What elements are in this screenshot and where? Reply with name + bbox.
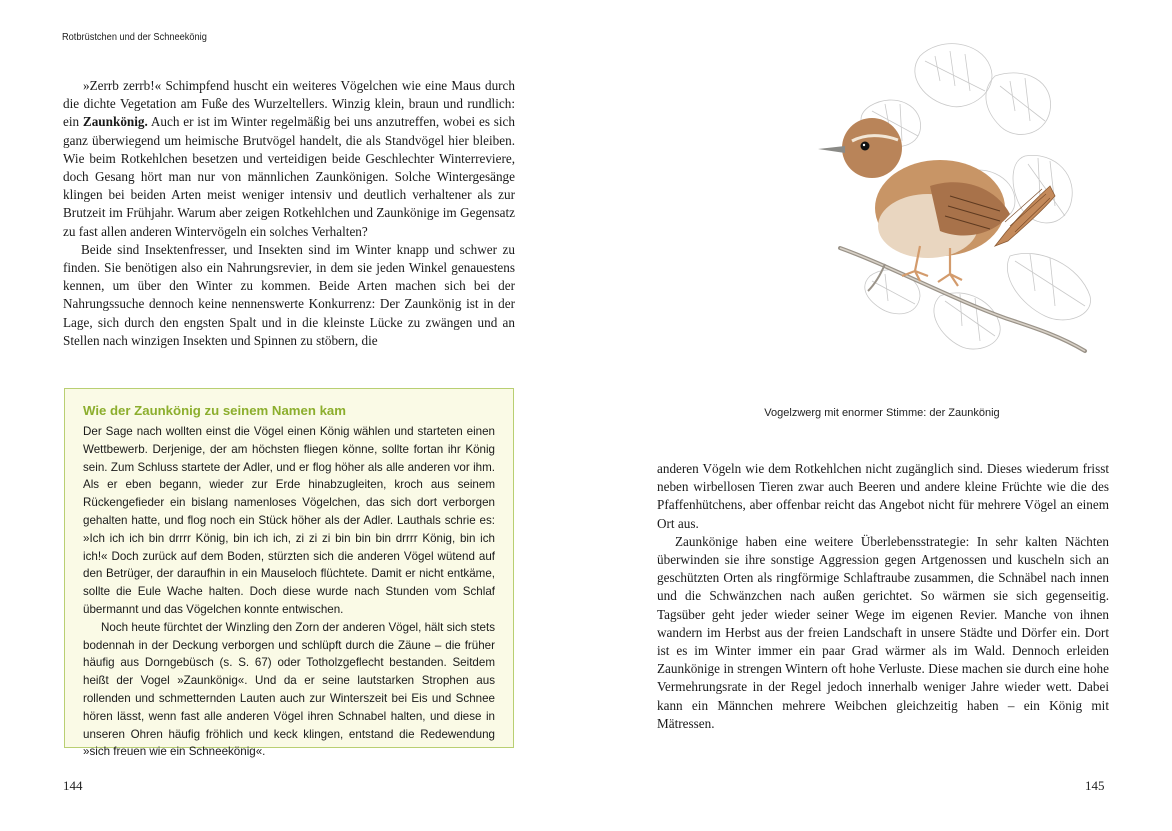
page-number-right: 145 — [1085, 778, 1105, 793]
running-head: Rotbrüstchen und der Schneekönig — [62, 31, 207, 43]
left-paragraph-1-rest: Auch er ist im Winter regelmäßig bei uns anzutreffen, wobei es sich ganz überwiegend um heimische Brutvögel handelt, die als Standvögel hier bleiben. Wie beim Rotkehlchen besetzen und verteidigen beide Geschlechter Winterreviere, doch Gesang hört man nur von männlichen Zaunkönigen. Solche Wintergesänge klingen bei beiden Arten meist weniger intensiv und deutlich verhaltener als zur Brutzeit im Frühjahr. Warum aber zeigen Rotkehlchen und Zaunkönige im Gegensatz zu fast allen anderen Wintervögeln ein solches Verhalten? — [63, 114, 515, 239]
info-box-title: Wie der Zaunkönig zu seinem Namen kam — [83, 403, 346, 418]
wren-beak — [818, 146, 845, 153]
wren-eye — [861, 142, 870, 151]
illustration-caption: Vogelzwerg mit enormer Stimme: der Zaunkönig — [764, 407, 1000, 419]
right-paragraph-1: anderen Vögeln wie dem Rotkehlchen nicht zugänglich sind. Dieses wiederum frisst neben wirbellosen Tieren zwar auch Beeren und andere kleine Früchte wie die des Pfaffenhütchens, aber offenbar reicht das Angebot nicht für mehrere Vögel an einem Ort aus. — [657, 461, 1109, 531]
right-paragraph-2: Zaunkönige haben eine weitere Überlebensstrategie: In sehr kalten Nächten überwinden sie ihre sonstige Aggression gegen Artgenossen und kuscheln sich an geschützten Orten als ringförmige Schlaftraube zusammen, die Schnäbel nach innen und die Schwänzchen nach außen gerichtet. So wärmen sie sich gegenseitig. Tagsüber geht jeder wieder seiner Wege im eigenen Revier. Manche von ihnen wandern im Herbst aus der freien Landschaft in unsere Städte und Dörfer ein. Dort ist es im Winter immer ein paar Grad wärmer als im Wald. Dennoch erleiden Zaunkönige in strengen Wintern oft hohe Verluste. Diese machen sie durch eine hohe Vermehrungsrate in der Regel jedoch innerhalb weniger Jahre wieder wett. Dabei kann ein Männchen mehrere Weibchen gleichzeitig haben – ein König mit Mätressen. — [657, 533, 1109, 731]
page-number-left: 144 — [63, 778, 83, 793]
wren-illustration — [810, 36, 1100, 366]
right-page-body — [657, 460, 1109, 733]
left-paragraph-2: Beide sind Insektenfresser, und Insekten sind im Winter knapp und schwer zu finden. Sie benötigen also ein Nahrungsrevier, in dem sie jeden Winkel genauestens kennen, um über den Winter zu kommen. Beide Arten machen sich bei der Nahrungssuche dennoch keine nennenswerte Konkurrenz: Der Zaunkönig ist in der Lage, sich durch den engsten Spalt und in die kleinste Lücke zu zwängen und an Stellen nach winzigen Insekten und Spinnen zu stöbern, die — [63, 241, 515, 348]
info-box-paragraph-1: Der Sage nach wollten einst die Vögel einen König wählen und starteten einen Wettbewerb. Derjenige, der am höchsten fliegen könne, sollte fortan ihr König sein. Zum Schluss startete der Adler, und er flog höher als alle anderen vor ihm. Als er eben begann, wieder zur Erde hinabzugleiten, kroch aus seinem Rückengefieder ein bislang namenloses Vögelchen, das sich dort verborgen gehalten hatte, und flog noch ein Stück höher als der Adler. Lauthals schrie es: »Ich ich ich bin drrrr König, bin ich ich, zi zi zi bin bin bin drrrr König, bin ich ich!« Doch zurück auf dem Boden, stürzten sich die anderen Vögel wütend auf den Betrüger, der daraufhin in ein Mauseloch flüchtete. Damit er nicht entkäme, sollte die Eule Wache halten. Doch diese wurde nach Stunden vom Schlaf übermannt und das Vögelchen konnte entwischen. — [83, 425, 495, 616]
info-box — [64, 388, 514, 759]
left-paragraph-1 — [63, 77, 515, 241]
left-paragraph-1-bold: Zaunkönig. — [82, 114, 148, 130]
wren-head — [842, 118, 902, 178]
info-box-paragraph-2: Noch heute fürchtet der Winzling den Zorn der anderen Vögel, hält sich stets bodennah in der Deckung verborgen und schlüpft durch die Zäune – die früher häufig aus Dorngebüsch (s. S. 67) oder Totholzgeflecht bestanden. Seitdem heißt der Vogel »Zaunkönig«. Und da er seine lautstarken Strophen aus rollenden und schmetternden Lauten auch zur Winterszeit bei Eis und Schnee hören lässt, wenn fast alle anderen Vögel ihren Schnabel halten, und diese in unseren Ohren häufig fröhlich und keck klingen, entstand die Redewendung »sich freuen wie ein Schneekönig«. — [83, 620, 495, 759]
info-box-body — [83, 423, 495, 761]
left-page-body — [63, 77, 515, 350]
left-paragraph-1-lead: »Zerrb zerrb!« Schimpfend huscht ein weiteres Vögelchen wie eine Maus durch die dichte Vegetation am Fuße des Wurzeltellers. Winzig klein, braun und rundlich: ein — [63, 78, 515, 130]
wren-drawing — [810, 36, 1100, 366]
eye-glint — [863, 144, 865, 146]
